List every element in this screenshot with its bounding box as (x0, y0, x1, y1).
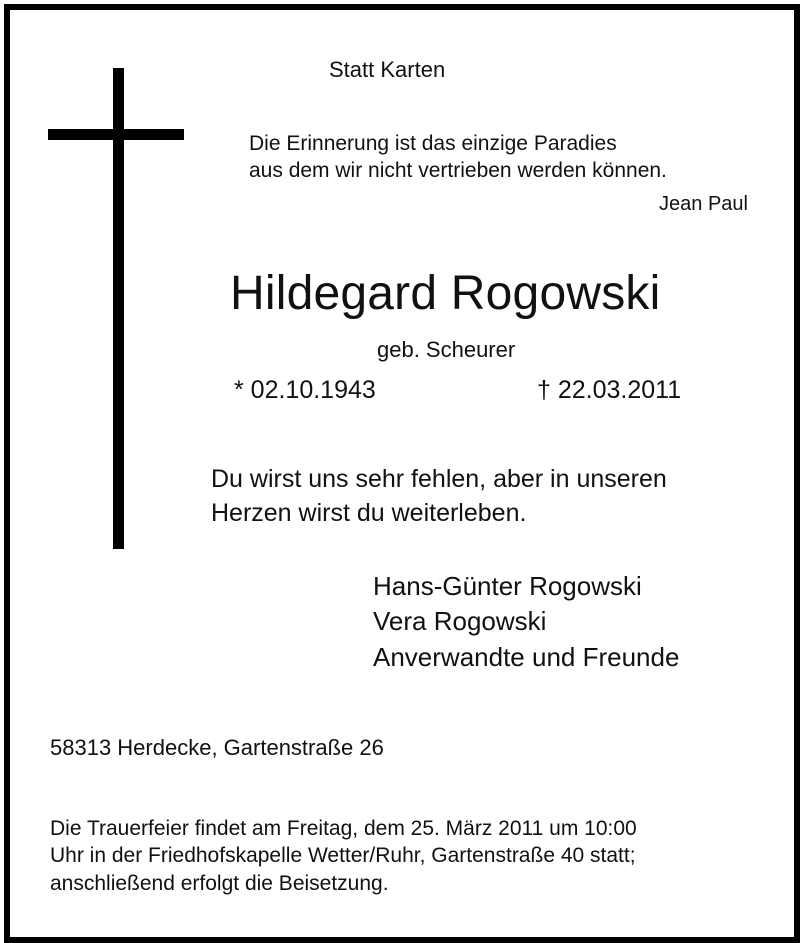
mourner-3: Anverwandte und Freunde (373, 642, 680, 672)
mourner-2: Vera Rogowski (373, 606, 547, 636)
death-date: † 22.03.2011 (537, 376, 682, 404)
deceased-name: Hildegard Rogowski (230, 267, 661, 320)
farewell-line-1: Du wirst uns sehr fehlen, aber in unseren (211, 465, 667, 493)
quote-author: Jean Paul (659, 193, 748, 215)
address-line: 58313 Herdecke, Gartenstraße 26 (50, 735, 384, 760)
farewell-line-2: Herzen wirst du weiterleben. (211, 499, 527, 527)
statt-karten-label: Statt Karten (329, 57, 446, 82)
funeral-notice-line-3: anschließend erfolgt die Beisetzung. (50, 872, 389, 895)
cross-horizontal-bar (48, 129, 184, 140)
funeral-notice-line-1: Die Trauerfeier findet am Freitag, dem 25. März 2011 um 10:00 (50, 817, 637, 840)
funeral-notice-line-2: Uhr in der Friedhofskapelle Wetter/Ruhr, Gartenstraße 40 statt; (50, 844, 636, 867)
birth-date: * 02.10.1943 (234, 376, 376, 404)
cross-vertical-bar (113, 68, 124, 549)
maiden-name: geb. Scheurer (377, 337, 516, 362)
quote-line-1: Die Erinnerung ist das einzige Paradies (249, 132, 617, 155)
mourner-1: Hans-Günter Rogowski (373, 571, 642, 601)
quote-line-2: aus dem wir nicht vertrieben werden können. (249, 159, 667, 182)
